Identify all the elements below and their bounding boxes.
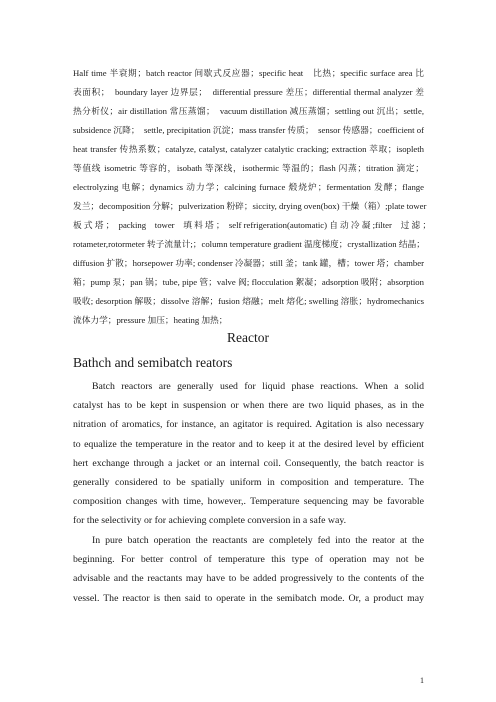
glossary-lines-line: heat transfer 传热系数；catalyze, catalyst, catalyzer catalytic cracking; extraction 萃取；isopleth bbox=[73, 144, 424, 154]
page-number: 1 bbox=[420, 676, 424, 685]
glossary-lines-line: 吸收; desorption 解吸；dissolve 溶解；fusion 熔融；melt 熔化; swelling 溶胀；hydromechanics bbox=[73, 296, 424, 306]
paragraph-2-line: vessel. The reactor is then said to operate in the semibatch mode. Or, a product may bbox=[73, 592, 424, 604]
glossary-lines-line: subsidence 沉降； settle, precipitation 沉淀；mass transfer 传质； sensor 传感器；coefficient of bbox=[73, 125, 424, 135]
paragraph-1-line: Batch reactors are generally used for liquid phase reactions. When a solid bbox=[92, 381, 424, 392]
paragraph-1-line: catalyst has to be kept in suspension or when there are two liquid phases, as in the bbox=[73, 400, 424, 412]
subsection-heading: Bathch and semibatch reators bbox=[73, 355, 233, 370]
glossary-lines-line: 流体力学；pressure 加压；heating 加热； bbox=[73, 315, 228, 325]
paragraph-1-line: to equalize the temperature in the reator and to keep it at the desired level by efficient bbox=[73, 438, 424, 450]
paragraph-1-line: nitration of aromatics, for instance, an agitator is required. Agitation is also necessary bbox=[73, 419, 424, 431]
paragraph-1-line: for the selectivity or for achieving complete conversion in a safe way. bbox=[73, 515, 347, 527]
paragraph-1-line: composition changes with time, however,. Temperature sequencing may be favorable bbox=[73, 496, 424, 508]
glossary-lines-line: rotameter,rotormeter 转子流量计;；column temperature gradient 温度梯度；crystallization 结晶； bbox=[73, 239, 425, 249]
section-heading: Reactor bbox=[227, 330, 269, 345]
glossary-lines-line: 表面积； boundary layer 边界层； differential pressure 差压；differential thermal analyzer 差 bbox=[73, 87, 424, 97]
glossary-lines-line: 等值线 isometric 等容的，isobath 等深线，isothermic 等温的；flash 闪蒸；titration 滴定； bbox=[73, 163, 424, 173]
glossary-lines-line: 箱；pump 泵；pan 锅；tube, pipe 管；valve 阀; flocculation 絮凝；adsorption 吸附；absorption bbox=[73, 277, 424, 287]
glossary-block bbox=[73, 64, 432, 330]
paragraph-2-line: beginning. For better control of temperature this type of operation may not be bbox=[73, 554, 424, 566]
glossary-lines-line: 发兰；decomposition 分解；pulverization 粉碎；siccity, drying oven(box) 干燥（箱）;plate tower bbox=[73, 201, 427, 211]
paragraph-2-line: advisable and the reactants may have to be added progressively to the contents of the bbox=[73, 573, 424, 585]
paragraph-1-line: generally considered to be spatially uniform in composition and temperature. The bbox=[73, 477, 424, 489]
glossary-lines-line: Half time 半衰期；batch reactor 间歇式反应器；specific heat 比热；specific surface area 比 bbox=[73, 68, 424, 78]
glossary-lines-line: electrolyzing 电解；dynamics 动力学；calcining furnace 煅烧炉；fermentation 发酵；flange bbox=[73, 182, 424, 192]
paragraph-batch-reactors bbox=[73, 377, 424, 531]
glossary-lines-line: 板 式 塔 ； packing tower 填 料 塔 ； self refrigeration(automatic) 自 动 冷 凝 ;filter 过 滤 ； bbox=[73, 220, 432, 230]
paragraph-2-line: In pure batch operation the reactants are completely fed into the reator at the bbox=[92, 535, 424, 546]
glossary-lines-line: 热分析仪；air distillation 常压蒸馏； vacuum distillation 减压蒸馏；settling out 沉出；settle, bbox=[73, 106, 424, 116]
paragraph-pure-batch-operation bbox=[73, 531, 424, 608]
paragraph-1-line: hert exchange through a jacket or an internal coil. Consequently, the batch reactor is bbox=[73, 457, 424, 469]
glossary-lines-line: diffusion 扩散；horsepower 功率; condenser 冷凝器；still 釜；tank 罐，槽；tower 塔；chamber bbox=[73, 258, 424, 268]
